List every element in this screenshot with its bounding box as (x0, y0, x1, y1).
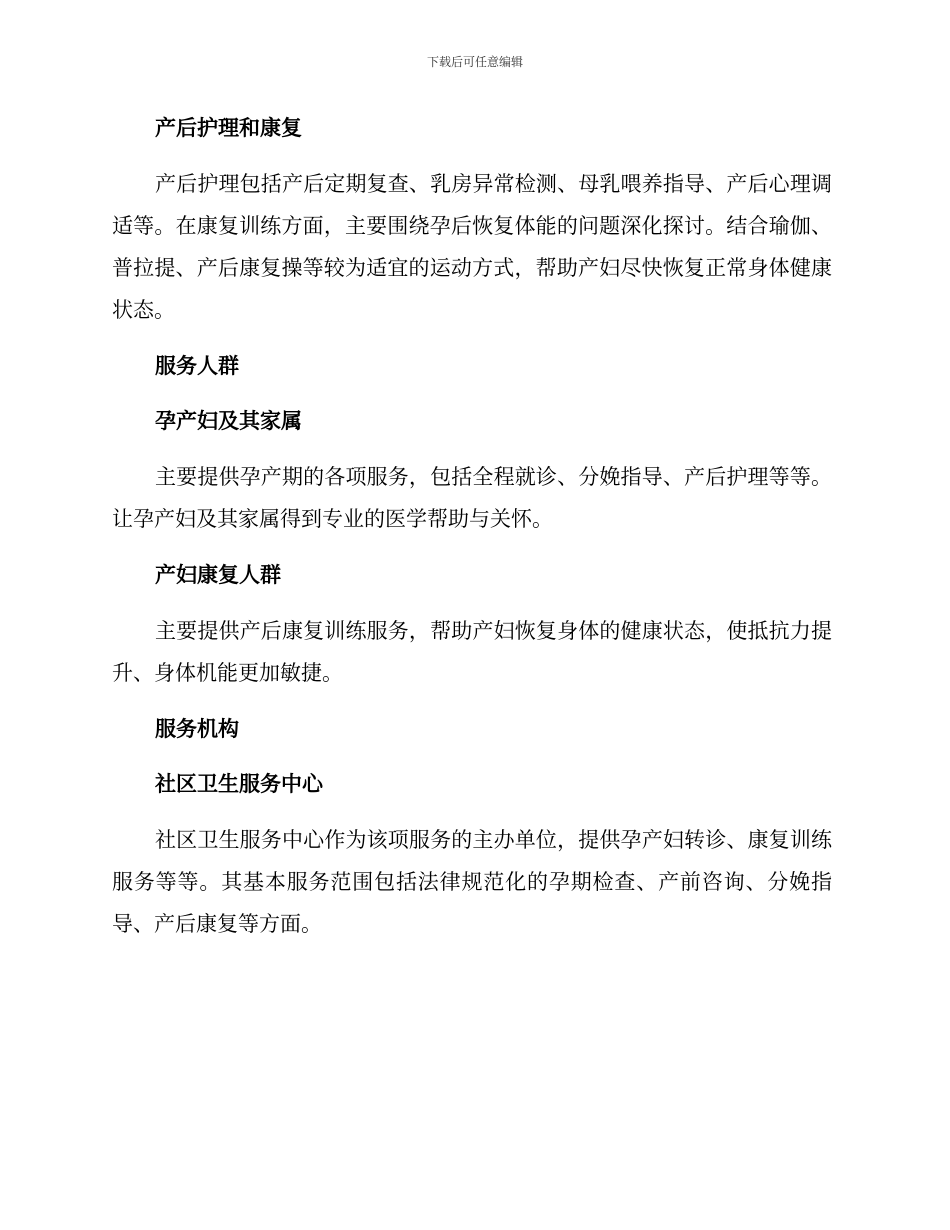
heading-postpartum-rehab-group: 产妇康复人群 (155, 563, 281, 587)
heading-service-groups: 服务人群 (155, 354, 239, 378)
page-header: 下载后可任意编辑 (426, 55, 523, 69)
document-body (112, 108, 832, 945)
paragraph-postpartum-care: 产后护理包括产后定期复查、乳房异常检测、母乳喂养指导、产后心理调适等。在康复训练方面，主要围绕孕后恢复体能的问题深化探讨。结合瑜伽、普拉提、产后康复操等较为适宜的运动方式，帮助产妇尽快恢复正常身体健康状态。 (112, 172, 832, 322)
paragraph-postpartum-rehab-group: 主要提供产后康复训练服务，帮助产妇恢复身体的健康状态，使抵抗力提升、身体机能更加敏捷。 (112, 619, 832, 685)
paragraph-community-health-center: 社区卫生服务中心作为该项服务的主办单位，提供孕产妇转诊、康复训练服务等等。其基本服务范围包括法律规范化的孕期检查、产前咨询、分娩指导、产后康复等方面。 (112, 828, 832, 936)
heading-community-health-center: 社区卫生服务中心 (155, 772, 323, 796)
paragraph-pregnant-women-families: 主要提供孕产期的各项服务，包括全程就诊、分娩指导、产后护理等等。让孕产妇及其家属得到专业的医学帮助与关怀。 (112, 465, 832, 531)
heading-service-institutions: 服务机构 (155, 717, 239, 741)
heading-pregnant-women-families: 孕产妇及其家属 (155, 409, 302, 433)
heading-postpartum-care: 产后护理和康复 (155, 116, 302, 140)
